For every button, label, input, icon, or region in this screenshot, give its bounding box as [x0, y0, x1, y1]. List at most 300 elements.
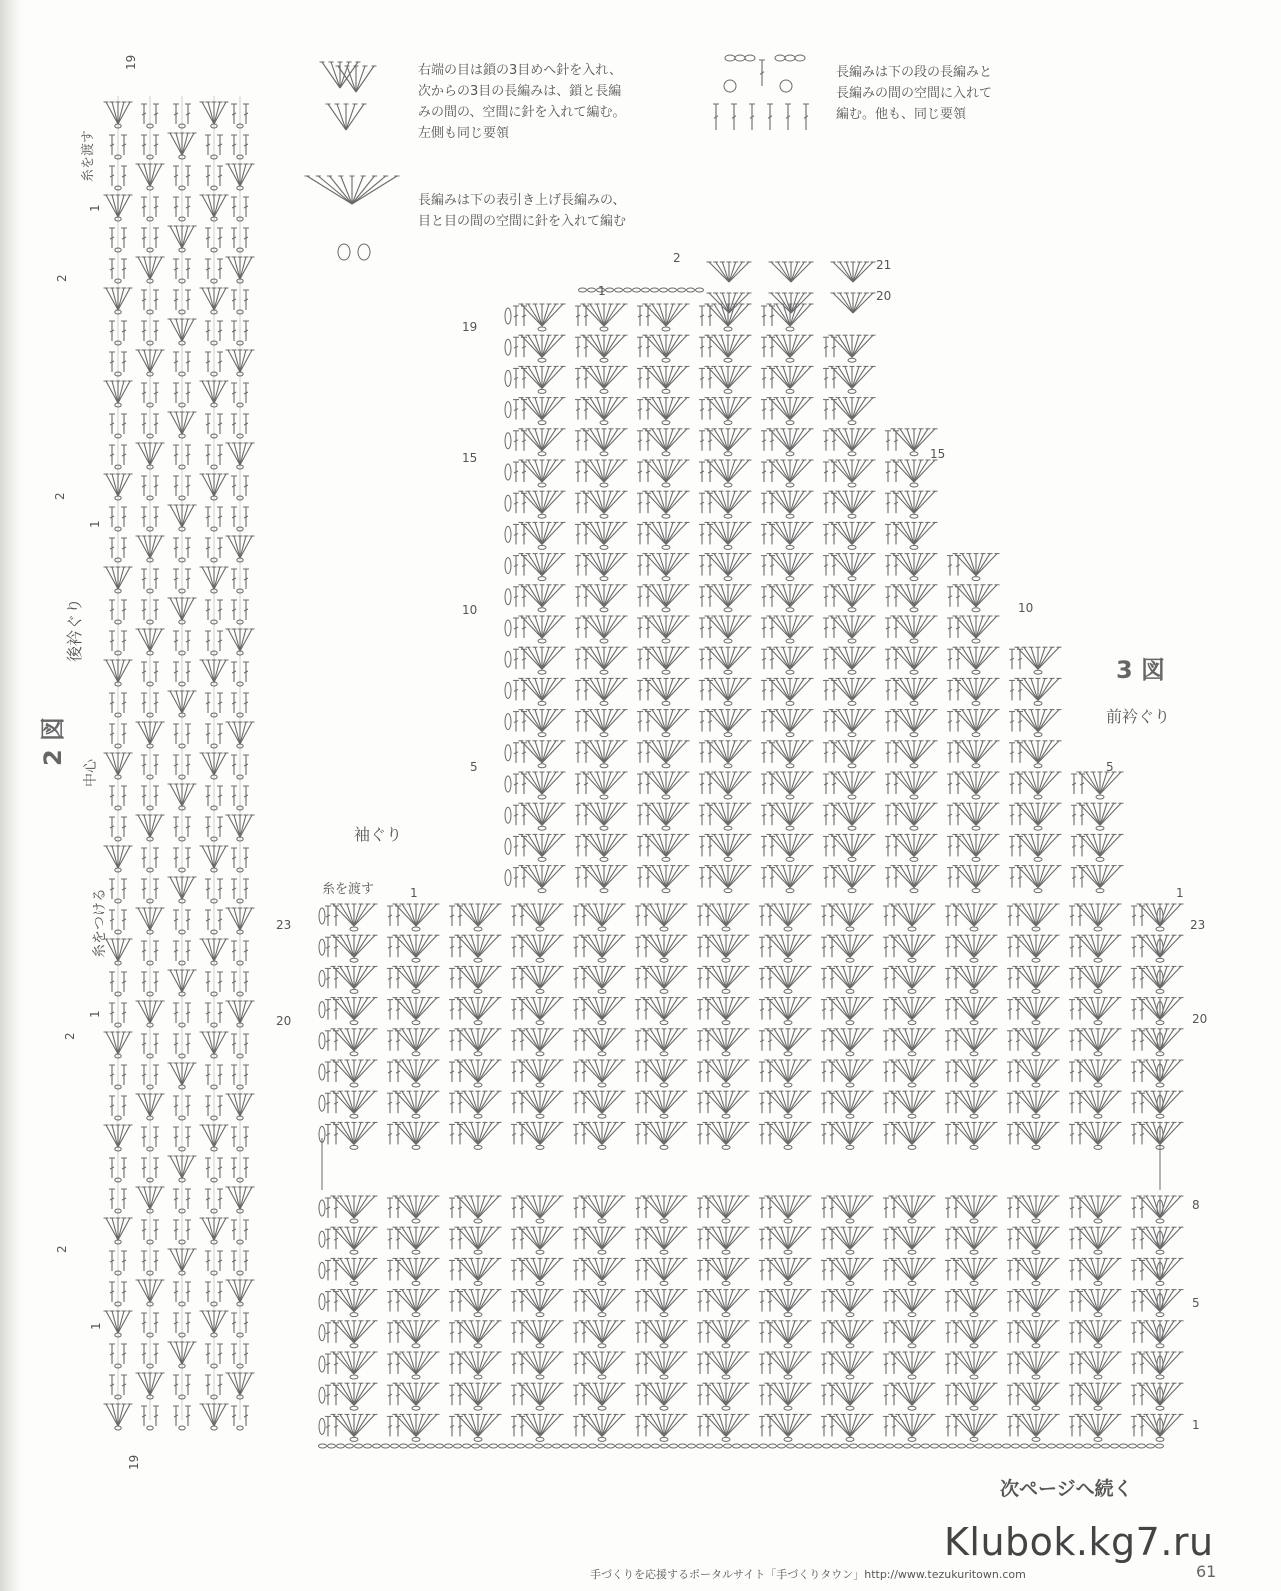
figure2-shell-stitch: [118, 381, 130, 403]
figure3-chain-stitch: [1096, 857, 1104, 861]
figure3-shell-stitch: [914, 678, 928, 700]
figure3-chain-stitch: [538, 389, 546, 393]
figure2-shell-stitch: [234, 815, 240, 837]
figure3-shell-stitch: [900, 772, 914, 794]
figure3-shell-stitch: [776, 366, 790, 388]
figure3-shell-stitch: [528, 335, 542, 357]
figure3-chain-stitch: [538, 889, 546, 893]
figure3-chain-stitch: [910, 545, 918, 549]
figure2-shell-stitch: [118, 288, 130, 310]
figure2-shell-stitch: [240, 629, 246, 651]
figure3-shell-stitch: [852, 491, 866, 513]
figure2-shell-stitch: [240, 164, 246, 186]
figure3-shell-stitch: [728, 335, 742, 357]
figure3-shell-stitch: [776, 803, 790, 825]
figure2-shell-stitch: [214, 195, 226, 217]
figure3-shell-stitch: [1038, 678, 1052, 700]
figure2-shell-stitch: [202, 939, 214, 961]
figure2-shell-stitch: [150, 1187, 162, 1209]
figure3-shell-stitch: [900, 554, 914, 576]
figure3-chain-stitch: [538, 421, 546, 425]
figure2-shell-stitch: [150, 536, 156, 558]
figure2-shell-stitch: [118, 102, 124, 124]
figure3-chain-stitch: [538, 733, 546, 737]
figure2-shell-stitch: [118, 381, 124, 403]
figure2-shell-stitch: [182, 784, 188, 806]
figure3-shell-stitch: [528, 585, 542, 607]
figure3-chain-stitch: [786, 889, 794, 893]
figure2-shell-stitch: [182, 598, 194, 620]
figure3-shell-stitch: [776, 647, 790, 669]
figure3-chain-stitch: [662, 483, 670, 487]
figure2-shell-stitch: [202, 846, 214, 868]
figure3-shell-stitch: [1086, 866, 1100, 888]
figure3-shell-stitch: [900, 522, 914, 544]
figure2-shell-stitch: [208, 939, 214, 961]
figure2-shell-stitch: [182, 1249, 188, 1271]
figure3-shell-stitch: [838, 554, 852, 576]
figure3-shell-stitch: [528, 522, 542, 544]
figure2-shell-stitch: [240, 1187, 246, 1209]
figure2-shell-stitch: [228, 257, 240, 279]
figure3-shell-stitch: [900, 429, 914, 451]
figure3-chain-stitch: [1034, 701, 1042, 705]
figure3-shell-stitch: [728, 491, 742, 513]
figure3-chain-stitch: [1034, 795, 1042, 799]
figure3-chain-stitch: [910, 701, 918, 705]
figure2-shell-stitch: [112, 660, 118, 682]
figure2-shell-stitch: [202, 1218, 214, 1240]
figure2-shell-stitch: [112, 474, 118, 496]
figure3-chain-stitch: [848, 577, 856, 581]
figure3-shell-stitch: [914, 803, 928, 825]
figure2-shell-stitch: [228, 722, 240, 744]
figure3-shell-stitch: [666, 554, 680, 576]
figure2-shell-stitch: [202, 288, 214, 310]
figure2-shell-stitch: [182, 133, 194, 155]
figure3-chain-stitch: [910, 639, 918, 643]
figure2-shell-stitch: [112, 753, 118, 775]
figure3-chain-stitch: [600, 826, 608, 830]
figure3-shell-stitch: [976, 866, 990, 888]
figure2-shell-stitch: [118, 288, 124, 310]
figure2-shell-stitch: [234, 1001, 240, 1023]
figure3-chain-stitch: [848, 514, 856, 518]
figure3-shell-stitch: [838, 710, 852, 732]
figure2-shell-stitch: [118, 195, 130, 217]
figure3-shell-stitch: [914, 554, 928, 576]
figure3-shell-stitch: [542, 429, 556, 451]
figure3-chain-stitch: [538, 701, 546, 705]
figure3-shell-stitch: [790, 772, 804, 794]
figure3-shell-stitch: [900, 866, 914, 888]
figure3-chain-stitch: [724, 608, 732, 612]
figure3-shell-stitch: [604, 335, 618, 357]
figure3-chain-stitch: [972, 701, 980, 705]
figure3-shell-stitch: [962, 616, 976, 638]
figure3-shell-stitch: [976, 554, 990, 576]
figure3-turning-chain: [505, 370, 511, 386]
figure3-shell-stitch: [666, 460, 680, 482]
figure2-shell-stitch: [106, 381, 118, 403]
figure3-shell-stitch: [900, 585, 914, 607]
figure3-shell-stitch: [838, 335, 852, 357]
figure2-shell-stitch: [202, 474, 214, 496]
figure2-shell-stitch: [106, 102, 118, 124]
figure3-turning-chain: [505, 464, 511, 480]
figure3-chain-stitch: [538, 514, 546, 518]
figure3-chain-stitch: [910, 857, 918, 861]
figure3-shell-stitch: [652, 647, 666, 669]
figure3-chain-stitch: [972, 857, 980, 861]
figure3-shell-stitch: [728, 460, 742, 482]
figure3-shell-stitch: [728, 398, 742, 420]
figure3-turning-chain: [505, 838, 511, 854]
figure3-shell-stitch: [714, 554, 728, 576]
figure3-turning-chain: [505, 682, 511, 698]
figure3-shell-stitch: [776, 834, 790, 856]
figure2-shell-stitch: [240, 443, 252, 465]
figure2-shell-stitch: [170, 784, 182, 806]
figure2-shell-stitch: [106, 660, 118, 682]
figure2-shell-stitch: [182, 319, 194, 341]
figure3-chain-stitch: [724, 421, 732, 425]
figure3-chain-stitch: [786, 327, 794, 331]
figure3-shell-stitch: [790, 678, 804, 700]
figure2-shell-stitch: [112, 939, 118, 961]
figure3-turning-chain: [505, 745, 511, 761]
figure3-shell-stitch: [776, 554, 790, 576]
figure2-shell-stitch: [150, 629, 156, 651]
figure3-shell-stitch: [838, 366, 852, 388]
figure2-shell-stitch: [182, 226, 188, 248]
figure2-shell-stitch: [214, 381, 226, 403]
figure3-chain-stitch: [786, 421, 794, 425]
figure2-shell-stitch: [240, 815, 252, 837]
figure2-shell-stitch: [118, 1218, 130, 1240]
figure2-shell-stitch: [118, 660, 130, 682]
figure2-shell-stitch: [240, 536, 246, 558]
figure2-shell-stitch: [118, 1032, 124, 1054]
figure3-chain-stitch: [724, 795, 732, 799]
figure3-shell-stitch: [776, 522, 790, 544]
figure2-shell-stitch: [208, 753, 214, 775]
figure3-shell-stitch: [340, 904, 354, 926]
figure3-chain-stitch: [724, 327, 732, 331]
figure3-shell-stitch: [714, 741, 728, 763]
figure2-shell-stitch: [208, 1404, 214, 1426]
figure3-shell-stitch: [1038, 741, 1052, 763]
figure3-shell-stitch: [714, 366, 728, 388]
figure2-shell-stitch: [214, 288, 226, 310]
figure3-shell-stitch: [590, 304, 604, 326]
figure3-shell-stitch: [542, 491, 556, 513]
figure3-shell-stitch: [914, 585, 928, 607]
figure3-shell-stitch: [962, 772, 976, 794]
figure3-shell-stitch: [914, 616, 928, 638]
figure3-chain-stitch: [724, 483, 732, 487]
figure2-shell-stitch: [118, 1125, 124, 1147]
figure3-shell-stitch: [962, 678, 976, 700]
figure2-shell-stitch: [150, 815, 156, 837]
figure3-shell-stitch: [542, 398, 556, 420]
figure2-shell-stitch: [176, 319, 182, 341]
figure3-shell-stitch: [714, 398, 728, 420]
figure2-shell-stitch: [176, 784, 182, 806]
figure3-shell-stitch: [714, 616, 728, 638]
figure2-shell-stitch: [138, 1280, 150, 1302]
figure2-shell-stitch: [138, 629, 150, 651]
figure3-shell-stitch: [652, 460, 666, 482]
figure3-shell-stitch: [604, 710, 618, 732]
figure2-shell-stitch: [112, 381, 118, 403]
figure3-shell-stitch: [790, 335, 804, 357]
figure3-shell-stitch: [652, 741, 666, 763]
figure3-shell-stitch: [590, 335, 604, 357]
figure3-chain-stitch: [786, 733, 794, 737]
figure3-shell-stitch: [852, 834, 866, 856]
figure3-shell-stitch: [528, 304, 542, 326]
figure2-shell-stitch: [144, 908, 150, 930]
figure3-shell-stitch: [976, 834, 990, 856]
figure3-shell-stitch: [1024, 866, 1038, 888]
figure2-shell-stitch: [138, 257, 150, 279]
figure3-shell-stitch: [838, 616, 852, 638]
figure2-shell-stitch: [144, 164, 150, 186]
figure2-shell-stitch: [112, 567, 118, 589]
figure3-shell-stitch: [852, 585, 866, 607]
figure2-shell-stitch: [214, 753, 226, 775]
figure3-shell-stitch: [528, 678, 542, 700]
figure3-shell-stitch: [666, 616, 680, 638]
figure3-shell-stitch: [962, 647, 976, 669]
figure2-shell-stitch: [170, 1249, 182, 1271]
figure3-shell-stitch: [542, 678, 556, 700]
figure2-shell-stitch: [208, 846, 214, 868]
figure3-chain-stitch: [662, 358, 670, 362]
figure2-shell-stitch: [150, 350, 162, 372]
figure2-shell-stitch: [170, 691, 182, 713]
figure2-shell-stitch: [176, 970, 182, 992]
figure3-shell-stitch: [976, 616, 990, 638]
figure3-shell-stitch: [838, 522, 852, 544]
figure3-chain-stitch: [910, 483, 918, 487]
figure2-shell-stitch: [112, 1218, 118, 1240]
figure2-shell-stitch: [170, 1063, 182, 1085]
figure3-shell-stitch: [604, 304, 618, 326]
figure2-shell-stitch: [182, 691, 188, 713]
figure3-shell-stitch: [714, 866, 728, 888]
figure3-chain-stitch: [786, 764, 794, 768]
figure2-shell-stitch: [150, 257, 156, 279]
figure2-shell-stitch: [214, 288, 220, 310]
figure2-shell-stitch: [138, 1373, 150, 1395]
figure3-shell-stitch: [604, 772, 618, 794]
figure3-shell-stitch: [900, 460, 914, 482]
figure2-shell-stitch: [240, 1373, 246, 1395]
figure3-chain-stitch: [662, 608, 670, 612]
figure3-shell-stitch: [590, 491, 604, 513]
figure2-shell-stitch: [150, 908, 156, 930]
figure2-shell-stitch: [234, 443, 240, 465]
figure2-shell-stitch: [150, 1373, 156, 1395]
figure2-shell-stitch: [240, 350, 252, 372]
figure3-shell-stitch: [666, 335, 680, 357]
figure3-chain-stitch: [848, 452, 856, 456]
figure3-shell-stitch: [914, 491, 928, 513]
figure3-shell-stitch: [914, 429, 928, 451]
figure3-shell-stitch: [528, 554, 542, 576]
figure2-shell-stitch: [214, 474, 220, 496]
figure3-shell-stitch: [666, 741, 680, 763]
figure3-shell-stitch: [590, 616, 604, 638]
figure3-chain-stitch: [724, 639, 732, 643]
figure3-shell-stitch: [542, 522, 556, 544]
figure2-shell-stitch: [150, 350, 156, 372]
figure3-shell-stitch: [1024, 803, 1038, 825]
figure2-shell-stitch: [106, 753, 118, 775]
figure2-shell-stitch: [176, 133, 182, 155]
figure2-shell-stitch: [118, 939, 124, 961]
figure2-shell-stitch: [170, 319, 182, 341]
figure3-shell-stitch: [1024, 678, 1038, 700]
figure2-shell-stitch: [176, 877, 182, 899]
figure3-shell-stitch: [728, 710, 742, 732]
figure2-shell-stitch: [240, 1280, 252, 1302]
figure3-chain-stitch: [972, 889, 980, 893]
figure3-shell-stitch: [790, 554, 804, 576]
figure3-shell-stitch: [852, 366, 866, 388]
figure3-shell-stitch: [838, 834, 852, 856]
figure2-shell-stitch: [182, 1156, 194, 1178]
figure3-shell-stitch: [590, 866, 604, 888]
figure2-shell-stitch: [170, 1342, 182, 1364]
figure2-shell-stitch: [228, 536, 240, 558]
figure2-shell-stitch: [118, 846, 130, 868]
figure2-shell-stitch: [182, 226, 194, 248]
figure2-shell-stitch: [214, 1218, 220, 1240]
figure3-chain-stitch: [662, 733, 670, 737]
figure2-shell-stitch: [214, 567, 220, 589]
figure3-shell-stitch: [838, 429, 852, 451]
figure3-shell-stitch: [542, 585, 556, 607]
figure2-shell-stitch: [240, 443, 246, 465]
figure3-shell-stitch: [714, 834, 728, 856]
figure2-shell-stitch: [214, 1218, 226, 1240]
figure3-shell-stitch: [652, 585, 666, 607]
figure2-chain-stitch: [179, 1426, 185, 1430]
figure3-turning-chain: [505, 776, 511, 792]
figure3-shell-stitch: [790, 366, 804, 388]
figure3-chain-stitch: [538, 608, 546, 612]
figure2-shell-stitch: [214, 567, 226, 589]
figure2-shell-stitch: [112, 1125, 118, 1147]
figure3-chain-stitch: [786, 545, 794, 549]
figure3-shell-stitch: [1100, 866, 1114, 888]
figure3-shell-stitch: [776, 616, 790, 638]
figure3-chain-stitch: [662, 452, 670, 456]
figure2-shell-stitch: [240, 1187, 252, 1209]
figure3-shell-stitch: [590, 772, 604, 794]
figure2-shell-stitch: [214, 1404, 220, 1426]
figure3-shell-stitch: [714, 803, 728, 825]
figure2-shell-stitch: [240, 908, 246, 930]
figure3-shell-stitch: [652, 335, 666, 357]
figure2-shell-stitch: [118, 1404, 124, 1426]
figure3-chain-stitch: [600, 733, 608, 737]
figure3-shell-stitch: [604, 429, 618, 451]
figure2-shell-stitch: [138, 908, 150, 930]
figure2-shell-stitch: [170, 412, 182, 434]
figure3-shell-stitch: [914, 710, 928, 732]
figure3-chain-stitch: [600, 327, 608, 331]
figure3-chain-stitch: [972, 826, 980, 830]
figure3-shell-stitch: [652, 429, 666, 451]
figure3-shell-stitch: [900, 616, 914, 638]
figure3-shell-stitch: [852, 803, 866, 825]
figure3-chain-stitch: [972, 608, 980, 612]
figure3-shell-stitch: [604, 460, 618, 482]
figure2-shell-stitch: [214, 102, 220, 124]
figure2-shell-stitch: [118, 660, 124, 682]
figure3-chain-stitch: [724, 670, 732, 674]
figure2-shell-stitch: [144, 257, 150, 279]
figure3-shell-stitch: [542, 304, 556, 326]
figure3-chain-stitch: [600, 483, 608, 487]
figure3-chain-stitch: [538, 358, 546, 362]
figure3-chain-stitch: [910, 670, 918, 674]
figure2-shell-stitch: [208, 567, 214, 589]
figure3-shell-stitch: [652, 304, 666, 326]
figure2-shell-stitch: [240, 1001, 246, 1023]
figure3-turning-chain: [505, 714, 511, 730]
figure3-chain-stitch: [848, 889, 856, 893]
figure3-shell-stitch: [976, 678, 990, 700]
figure3-shell-stitch: [542, 366, 556, 388]
figure3-shell-stitch: [852, 460, 866, 482]
figure2-shell-stitch: [106, 1404, 118, 1426]
figure3-chain-stitch: [1034, 857, 1042, 861]
figure2-shell-stitch: [144, 350, 150, 372]
figure2-shell-stitch: [118, 753, 130, 775]
figure3-chain-stitch: [662, 639, 670, 643]
figure3-shell-stitch: [838, 585, 852, 607]
figure3-chain-stitch: [600, 670, 608, 674]
figure2-shell-stitch: [138, 536, 150, 558]
figure3-shell-stitch: [962, 866, 976, 888]
figure2-shell-stitch: [118, 1218, 124, 1240]
figure3-chain-stitch: [1034, 733, 1042, 737]
figure3-shell-stitch: [728, 585, 742, 607]
figure3-chain-stitch: [538, 639, 546, 643]
figure3-shell-stitch: [604, 554, 618, 576]
figure3-shell-stitch: [666, 866, 680, 888]
figure3-shell-stitch: [652, 803, 666, 825]
figure3-chain-stitch: [972, 670, 980, 674]
figure3-chain-stitch: [662, 857, 670, 861]
figure3-shell-stitch: [852, 398, 866, 420]
figure3-chain-stitch: [910, 733, 918, 737]
figure3-shell-stitch: [528, 460, 542, 482]
figure2-shell-stitch: [202, 660, 214, 682]
figure3-shell-stitch: [976, 803, 990, 825]
figure2-shell-stitch: [106, 1218, 118, 1240]
figure3-shell-stitch: [604, 491, 618, 513]
figure3-chain-stitch: [538, 795, 546, 799]
figure3-shell-stitch: [714, 335, 728, 357]
figure3-shell-stitch: [542, 554, 556, 576]
figure3-shell-stitch: [976, 772, 990, 794]
